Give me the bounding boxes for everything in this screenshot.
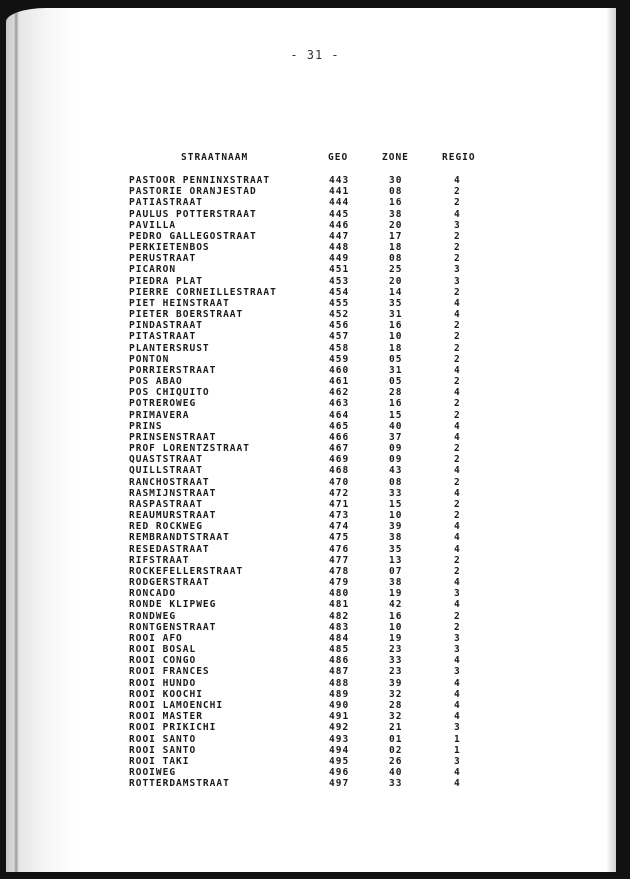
cell-regio: 1 (454, 744, 461, 756)
cell-straatnaam: PRIMAVERA (129, 409, 190, 421)
cell-zone: 20 (389, 275, 403, 287)
cell-geo: 464 (329, 409, 350, 421)
cell-straatnaam: ROOI FRANCES (129, 666, 210, 678)
cell-geo: 443 (329, 175, 350, 186)
cell-straatnaam: RONDE KLIPWEG (129, 599, 217, 611)
cell-zone: 18 (389, 342, 403, 354)
cell-regio: 4 (454, 521, 461, 533)
cell-regio: 2 (454, 398, 461, 410)
cell-geo: 447 (329, 230, 350, 242)
cell-geo: 491 (329, 711, 350, 723)
cell-straatnaam: PONTON (129, 353, 170, 365)
cell-regio: 4 (454, 532, 461, 544)
cell-straatnaam: PITASTRAAT (129, 331, 197, 343)
cell-regio: 2 (454, 230, 461, 242)
cell-regio: 2 (454, 498, 461, 510)
cell-geo: 463 (329, 398, 350, 410)
cell-straatnaam: RASMIJNSTRAAT (129, 487, 217, 499)
cell-regio: 2 (454, 353, 461, 365)
cell-regio: 2 (454, 197, 461, 209)
cell-straatnaam: PEDRO GALLEGOSTRAAT (129, 230, 257, 242)
cell-regio: 4 (454, 543, 461, 555)
cell-regio: 4 (454, 767, 461, 778)
cell-regio: 4 (454, 699, 461, 711)
cell-zone: 16 (389, 610, 403, 622)
cell-geo: 473 (329, 510, 350, 522)
cell-zone: 23 (389, 666, 403, 678)
cell-geo: 493 (329, 733, 350, 745)
cell-regio: 2 (454, 409, 461, 421)
cell-straatnaam: RODGERSTRAAT (129, 577, 210, 589)
cell-straatnaam: ROCKEFELLERSTRAAT (129, 565, 244, 577)
cell-straatnaam: PORRIERSTRAAT (129, 364, 217, 376)
cell-zone: 38 (389, 208, 403, 220)
cell-zone: 15 (389, 498, 403, 510)
cell-geo: 456 (329, 320, 350, 332)
cell-geo: 453 (329, 275, 350, 287)
cell-straatnaam: ROOI KOOCHI (129, 688, 203, 700)
cell-geo: 446 (329, 219, 350, 231)
cell-regio: 3 (454, 722, 461, 734)
cell-straatnaam: ROOI AFO (129, 632, 183, 644)
cell-geo: 461 (329, 376, 350, 388)
cell-regio: 2 (454, 342, 461, 354)
cell-regio: 2 (454, 286, 461, 298)
cell-zone: 38 (389, 577, 403, 589)
cell-geo: 462 (329, 387, 350, 399)
cell-geo: 494 (329, 744, 350, 756)
cell-zone: 01 (389, 733, 403, 745)
cell-zone: 08 (389, 476, 403, 488)
cell-regio: 4 (454, 309, 461, 321)
cell-geo: 445 (329, 208, 350, 220)
cell-regio: 4 (454, 465, 461, 477)
cell-zone: 43 (389, 465, 403, 477)
cell-zone: 23 (389, 644, 403, 656)
cell-geo: 483 (329, 621, 350, 633)
cell-straatnaam: RANCHOSTRAAT (129, 476, 210, 488)
cell-straatnaam: ROOI CONGO (129, 655, 197, 667)
cell-regio: 2 (454, 454, 461, 466)
cell-zone: 07 (389, 565, 403, 577)
cell-straatnaam: ROOI TAKI (129, 755, 190, 767)
cell-zone: 28 (389, 699, 403, 711)
cell-geo: 480 (329, 588, 350, 600)
cell-geo: 448 (329, 242, 350, 254)
cell-zone: 28 (389, 387, 403, 399)
cell-straatnaam: PAVILLA (129, 219, 177, 231)
cell-geo: 497 (329, 778, 350, 790)
cell-regio: 2 (454, 186, 461, 198)
cell-zone: 33 (389, 655, 403, 667)
cell-zone: 25 (389, 264, 403, 276)
cell-geo: 482 (329, 610, 350, 622)
cell-regio: 4 (454, 599, 461, 611)
cell-zone: 10 (389, 331, 403, 343)
cell-regio: 4 (454, 175, 461, 186)
cell-geo: 486 (329, 655, 350, 667)
cell-straatnaam: ROOI HUNDO (129, 677, 197, 689)
cell-straatnaam: PIERRE CORNEILLESTRAAT (129, 286, 277, 298)
cell-regio: 2 (454, 320, 461, 332)
cell-regio: 2 (454, 565, 461, 577)
cell-straatnaam: RASPASTRAAT (129, 498, 203, 510)
cell-geo: 496 (329, 767, 350, 778)
cell-geo: 467 (329, 443, 350, 455)
cell-straatnaam: PIEDRA PLAT (129, 275, 203, 287)
cell-regio: 4 (454, 297, 461, 309)
cell-geo: 466 (329, 431, 350, 443)
cell-straatnaam: RONDWEG (129, 610, 177, 622)
cell-regio: 2 (454, 554, 461, 566)
cell-straatnaam: RONTGENSTRAAT (129, 621, 217, 633)
cell-regio: 4 (454, 577, 461, 589)
cell-straatnaam: PRINSENSTRAAT (129, 431, 217, 443)
cell-straatnaam: RESEDASTRAAT (129, 543, 210, 555)
cell-regio: 3 (454, 219, 461, 231)
cell-zone: 42 (389, 599, 403, 611)
cell-regio: 4 (454, 688, 461, 700)
cell-zone: 40 (389, 420, 403, 432)
cell-regio: 4 (454, 677, 461, 689)
cell-zone: 16 (389, 320, 403, 332)
cell-straatnaam: POS ABAO (129, 376, 183, 388)
cell-straatnaam: QUILLSTRAAT (129, 465, 203, 477)
cell-straatnaam: ROOI PRIKICHI (129, 722, 217, 734)
cell-geo: 458 (329, 342, 350, 354)
cell-straatnaam: PROF LORENTZSTRAAT (129, 443, 250, 455)
cell-straatnaam: ROOI MASTER (129, 711, 203, 723)
cell-zone: 14 (389, 286, 403, 298)
cell-straatnaam: REMBRANDTSTRAAT (129, 532, 230, 544)
cell-zone: 19 (389, 632, 403, 644)
cell-geo: 471 (329, 498, 350, 510)
cell-zone: 18 (389, 242, 403, 254)
cell-straatnaam: REAUMURSTRAAT (129, 510, 217, 522)
cell-geo: 457 (329, 331, 350, 343)
cell-straatnaam: POS CHIQUITO (129, 387, 210, 399)
header-geo: GEO (328, 152, 349, 163)
cell-geo: 495 (329, 755, 350, 767)
cell-straatnaam: ROOIWEG (129, 767, 177, 778)
cell-geo: 478 (329, 565, 350, 577)
cell-zone: 32 (389, 688, 403, 700)
cell-geo: 489 (329, 688, 350, 700)
cell-geo: 477 (329, 554, 350, 566)
cell-geo: 487 (329, 666, 350, 678)
cell-zone: 10 (389, 621, 403, 633)
cell-regio: 4 (454, 387, 461, 399)
cell-zone: 10 (389, 510, 403, 522)
cell-zone: 39 (389, 521, 403, 533)
cell-straatnaam: ROTTERDAMSTRAAT (129, 778, 230, 790)
cell-zone: 05 (389, 376, 403, 388)
cell-geo: 452 (329, 309, 350, 321)
cell-straatnaam: PERUSTRAAT (129, 253, 197, 265)
cell-straatnaam: PIETER BOERSTRAAT (129, 309, 244, 321)
cell-zone: 35 (389, 543, 403, 555)
header-regio: REGIO (442, 152, 476, 163)
cell-zone: 32 (389, 711, 403, 723)
cell-geo: 444 (329, 197, 350, 209)
cell-geo: 490 (329, 699, 350, 711)
cell-geo: 451 (329, 264, 350, 276)
cell-geo: 472 (329, 487, 350, 499)
cell-zone: 20 (389, 219, 403, 231)
cell-geo: 488 (329, 677, 350, 689)
cell-geo: 479 (329, 577, 350, 589)
cell-geo: 454 (329, 286, 350, 298)
cell-zone: 17 (389, 230, 403, 242)
cell-straatnaam: ROOI LAMOENCHI (129, 699, 224, 711)
cell-geo: 459 (329, 353, 350, 365)
cell-regio: 4 (454, 420, 461, 432)
cell-zone: 33 (389, 778, 403, 790)
cell-geo: 484 (329, 632, 350, 644)
cell-straatnaam: PINDASTRAAT (129, 320, 203, 332)
cell-regio: 2 (454, 331, 461, 343)
cell-geo: 441 (329, 186, 350, 198)
cell-geo: 465 (329, 420, 350, 432)
cell-regio: 3 (454, 275, 461, 287)
cell-geo: 469 (329, 454, 350, 466)
cell-straatnaam: ROOI BOSAL (129, 644, 197, 656)
cell-regio: 4 (454, 364, 461, 376)
cell-geo: 455 (329, 297, 350, 309)
cell-regio: 3 (454, 644, 461, 656)
cell-zone: 38 (389, 532, 403, 544)
cell-geo: 481 (329, 599, 350, 611)
cell-regio: 2 (454, 621, 461, 633)
cell-zone: 19 (389, 588, 403, 600)
cell-zone: 16 (389, 197, 403, 209)
cell-straatnaam: PATIASTRAAT (129, 197, 203, 209)
cell-straatnaam: ROOI SANTO (129, 733, 197, 745)
cell-geo: 470 (329, 476, 350, 488)
cell-zone: 30 (389, 175, 403, 186)
cell-geo: 485 (329, 644, 350, 656)
cell-regio: 1 (454, 733, 461, 745)
cell-regio: 2 (454, 443, 461, 455)
cell-regio: 2 (454, 610, 461, 622)
cell-zone: 35 (389, 297, 403, 309)
cell-geo: 460 (329, 364, 350, 376)
cell-zone: 31 (389, 309, 403, 321)
scanned-page (6, 8, 616, 872)
cell-regio: 2 (454, 476, 461, 488)
cell-geo: 468 (329, 465, 350, 477)
cell-zone: 08 (389, 186, 403, 198)
cell-regio: 3 (454, 264, 461, 276)
cell-straatnaam: PLANTERSRUST (129, 342, 210, 354)
cell-zone: 26 (389, 755, 403, 767)
cell-zone: 08 (389, 253, 403, 265)
cell-zone: 15 (389, 409, 403, 421)
cell-regio: 4 (454, 778, 461, 790)
cell-geo: 476 (329, 543, 350, 555)
cell-straatnaam: ROOI SANTO (129, 744, 197, 756)
cell-zone: 37 (389, 431, 403, 443)
cell-regio: 4 (454, 487, 461, 499)
cell-regio: 2 (454, 376, 461, 388)
cell-geo: 449 (329, 253, 350, 265)
cell-regio: 2 (454, 253, 461, 265)
cell-straatnaam: QUASTSTRAAT (129, 454, 203, 466)
cell-zone: 33 (389, 487, 403, 499)
cell-straatnaam: PASTOOR PENNINXSTRAAT (129, 175, 271, 186)
cell-geo: 474 (329, 521, 350, 533)
cell-geo: 492 (329, 722, 350, 734)
cell-straatnaam: PAULUS POTTERSTRAAT (129, 208, 257, 220)
cell-zone: 13 (389, 554, 403, 566)
cell-zone: 40 (389, 767, 403, 778)
cell-straatnaam: RIFSTRAAT (129, 554, 190, 566)
cell-geo: 475 (329, 532, 350, 544)
cell-zone: 05 (389, 353, 403, 365)
cell-zone: 09 (389, 454, 403, 466)
cell-regio: 4 (454, 431, 461, 443)
page-number: - 31 - (290, 48, 340, 62)
cell-straatnaam: POTREROWEG (129, 398, 197, 410)
cell-regio: 2 (454, 510, 461, 522)
cell-zone: 31 (389, 364, 403, 376)
cell-zone: 21 (389, 722, 403, 734)
cell-regio: 3 (454, 588, 461, 600)
cell-regio: 4 (454, 711, 461, 723)
cell-zone: 09 (389, 443, 403, 455)
cell-zone: 16 (389, 398, 403, 410)
cell-straatnaam: PERKIETENBOS (129, 242, 210, 254)
cell-regio: 4 (454, 655, 461, 667)
cell-straatnaam: PICARON (129, 264, 177, 276)
cell-straatnaam: PASTORIE ORANJESTAD (129, 186, 257, 198)
header-zone: ZONE (382, 152, 409, 163)
cell-zone: 02 (389, 744, 403, 756)
header-straatnaam: STRAATNAAM (181, 152, 249, 163)
cell-regio: 3 (454, 632, 461, 644)
cell-regio: 4 (454, 208, 461, 220)
cell-straatnaam: PIET HEINSTRAAT (129, 297, 230, 309)
cell-regio: 3 (454, 666, 461, 678)
cell-straatnaam: PRINS (129, 420, 163, 432)
cell-regio: 2 (454, 242, 461, 254)
cell-straatnaam: RED ROCKWEG (129, 521, 203, 533)
cell-straatnaam: RONCADO (129, 588, 177, 600)
cell-regio: 3 (454, 755, 461, 767)
cell-zone: 39 (389, 677, 403, 689)
